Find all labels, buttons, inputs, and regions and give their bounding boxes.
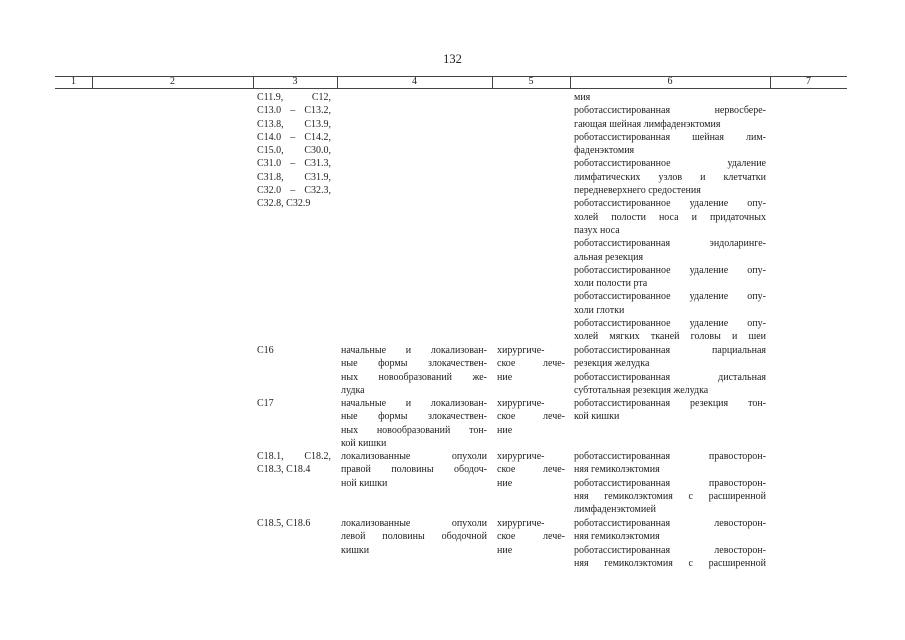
cell-line: ское лече- (497, 358, 565, 370)
cell-line: C13.8, C13.9, (257, 118, 331, 130)
cell-line: няя гемиколэктомия (574, 464, 660, 476)
cell-line: холи полости рта (574, 278, 648, 290)
row-1-col5 (497, 344, 565, 384)
cell-line: няя гемиколэктомия (574, 531, 660, 543)
cell-line: начальные и локализован- (341, 398, 487, 409)
column-header-2: 2 (170, 76, 175, 87)
column-header-1: 1 (71, 76, 76, 87)
column-header-5: 5 (528, 76, 534, 87)
cell-line: правой половины ободоч- (341, 464, 487, 476)
cell-line: C31.8, C31.9, (257, 171, 331, 183)
cell-line: ные формы злокачествен- (341, 411, 487, 423)
cell-line: кой кишки (574, 411, 620, 423)
cell-line: хирургиче- (497, 345, 545, 356)
cell-line: лимфатических узлов и клетчатки (574, 171, 766, 183)
cell-line: хирургиче- (497, 518, 545, 529)
row-3-col4 (341, 450, 487, 490)
column-header-4: 4 (412, 76, 417, 87)
cell-line: C31.0 – C31.3, (257, 158, 331, 170)
cell-line: роботассистированная левосторон- (574, 518, 766, 529)
cell-line: ных новообразований тон- (341, 424, 487, 436)
cell-line: резекция желудка (574, 358, 650, 370)
col6-procedures-continued (574, 91, 766, 344)
cell-line: ной кишки (341, 477, 388, 489)
row-2-col5 (497, 397, 565, 437)
cell-line: роботассистированная эндоларинге- (574, 238, 766, 250)
cell-line: ское лече- (497, 411, 565, 423)
cell-line: няя гемиколэктомия с расширенной (574, 557, 766, 569)
cell-line: ние (497, 477, 513, 489)
cell-line: лимфаденэктомией (574, 504, 657, 516)
cell-line: C32.8, C32.9 (257, 198, 311, 210)
cell-line: C18.1, C18.2, (257, 451, 331, 462)
cell-line: C14.0 – C14.2, (257, 131, 331, 143)
cell-line: ние (497, 371, 513, 383)
cell-line: мия (574, 92, 591, 103)
row-2-col6 (574, 397, 766, 424)
cell-line: C15.0, C30.0, (257, 145, 331, 157)
cell-line: роботассистированная нервосбере- (574, 105, 766, 117)
cell-line: C18.3, C18.4 (257, 464, 311, 476)
row-4-col5 (497, 517, 565, 557)
cell-line: C18.5, C18.6 (257, 518, 311, 529)
col3-icd-codes-continued (257, 91, 331, 211)
cell-line: субтотальная резекция желудка (574, 384, 709, 396)
cell-line: передневерхнего средостения (574, 185, 701, 197)
cell-line: начальные и локализован- (341, 345, 487, 356)
row-2-col4 (341, 397, 487, 450)
cell-line: C17 (257, 398, 274, 409)
cell-line: холей мягких тканей головы и шеи (574, 331, 766, 343)
cell-line: холи глотки (574, 304, 625, 316)
cell-line: хирургиче- (497, 451, 545, 462)
row-1-col6 (574, 344, 766, 397)
cell-line: ных новообразований же- (341, 371, 487, 383)
row-4-col4 (341, 517, 487, 557)
cell-line: роботассистированная дистальная (574, 371, 766, 383)
cell-line: ние (497, 544, 513, 556)
cell-line: локализованные опухоли (341, 518, 487, 529)
cell-line: ское лече- (497, 531, 565, 543)
cell-line: холей полости носа и придаточных (574, 211, 766, 223)
cell-line: альная резекция (574, 251, 644, 263)
cell-line: роботассистированное удаление (574, 158, 766, 170)
cell-line: няя гемиколэктомия с расширенной (574, 490, 766, 502)
cell-line: роботассистированная резекция тон- (574, 398, 766, 409)
cell-line: роботассистированное удаление опу- (574, 198, 766, 210)
cell-line: C11.9, C12, (257, 92, 331, 103)
row-3-col3 (257, 450, 331, 477)
column-header-3: 3 (292, 76, 298, 87)
cell-line: кой кишки (341, 437, 387, 449)
cell-line: роботассистированная парциальная (574, 345, 766, 356)
row-1-col4 (341, 344, 487, 397)
page-number: 132 (443, 52, 462, 66)
row-4-col3 (257, 517, 331, 530)
cell-line: C32.0 – C32.3, (257, 185, 331, 197)
cell-line: фаденэктомия (574, 145, 635, 157)
cell-line: роботассистированная левосторон- (574, 544, 766, 556)
cell-line: C16 (257, 345, 274, 356)
cell-line: кишки (341, 544, 370, 556)
cell-line: левой половины ободочной (341, 531, 487, 543)
cell-line: роботассистированная правосторон- (574, 451, 766, 462)
row-2-col3 (257, 397, 331, 410)
cell-line: роботассистированная правосторон- (574, 477, 766, 489)
row-3-col6 (574, 450, 766, 516)
cell-line: роботассистированное удаление опу- (574, 318, 766, 330)
cell-line: лудка (341, 384, 365, 396)
cell-line: пазух носа (574, 224, 620, 236)
cell-line: ние (497, 424, 513, 436)
cell-line: роботассистированное удаление опу- (574, 264, 766, 276)
cell-line: роботассистированная шейная лим- (574, 131, 766, 143)
cell-line: хирургиче- (497, 398, 545, 409)
column-header-6: 6 (667, 76, 673, 87)
cell-line: локализованные опухоли (341, 451, 487, 462)
cell-line: C13.0 – C13.2, (257, 105, 331, 117)
row-4-col6 (574, 517, 766, 570)
row-3-col5 (497, 450, 565, 490)
cell-line: роботассистированное удаление опу- (574, 291, 766, 303)
column-header-7: 7 (806, 76, 811, 87)
cell-line: ское лече- (497, 464, 565, 476)
cell-line: гающая шейная лимфаденэктомия (574, 118, 721, 130)
cell-line: ные формы злокачествен- (341, 358, 487, 370)
row-1-col3 (257, 344, 331, 357)
